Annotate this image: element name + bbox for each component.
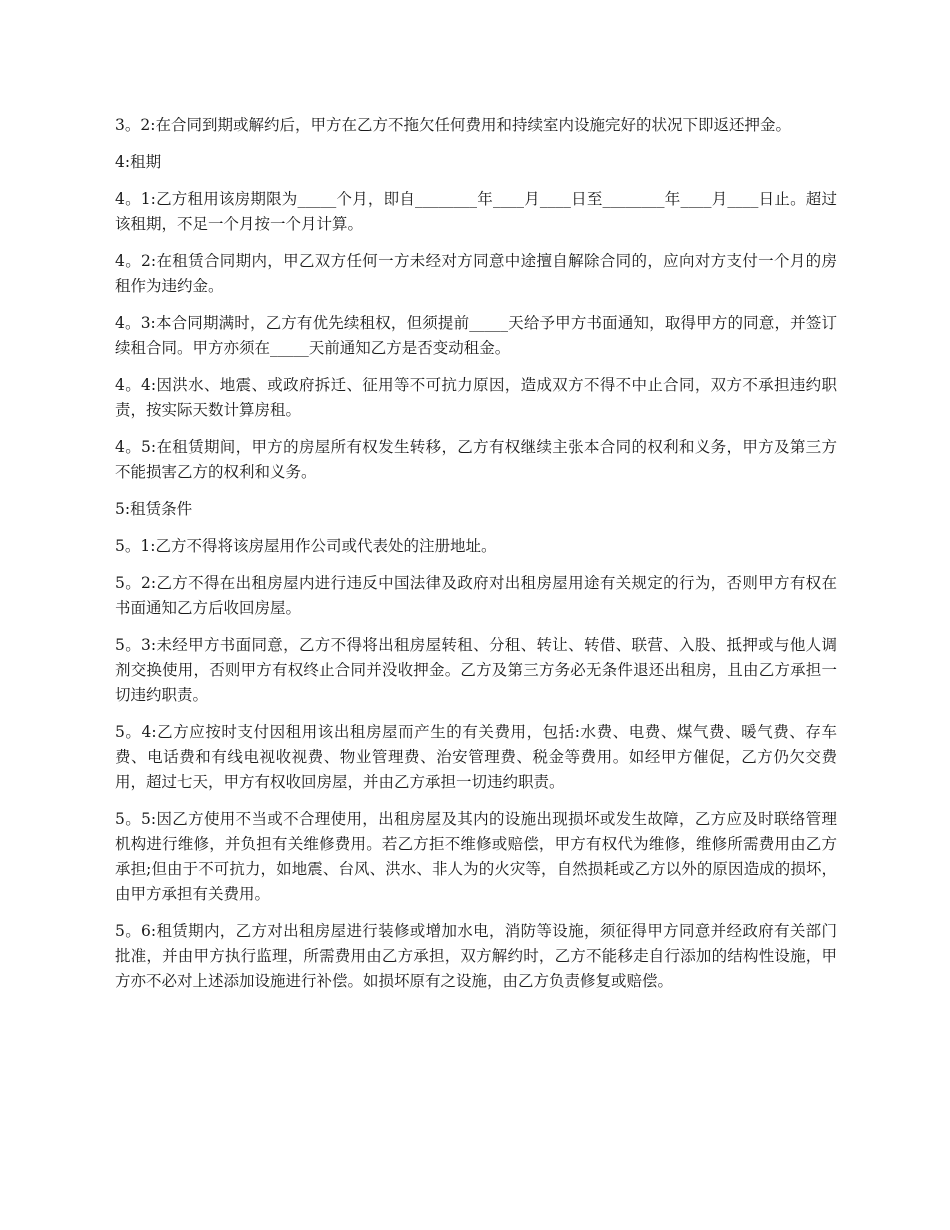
clause-5-2: 5。2:乙方不得在出租房屋内进行违反中国法律及政府对出租房屋用途有关规定的行为，否则甲方有权在书面通知乙方后收回房屋。 bbox=[115, 574, 837, 617]
clause-5-6: 5。6:租赁期内，乙方对出租房屋进行装修或增加水电，消防等设施，须征得甲方同意并经政府有关部门批准，并由甲方执行监理，所需费用由乙方承担，双方解约时，乙方不能移走自行添加的结构性设施，甲方亦不必对上述添加设施进行补偿。如损坏原有之设施，由乙方负责修复或赔偿。 bbox=[115, 922, 837, 990]
clause-5-5: 5。5:因乙方使用不当或不合理使用，出租房屋及其内的设施出现损坏或发生故障，乙方应及时联络管理机构进行维修，并负担有关维修费用。若乙方拒不维修或赔偿，甲方有权代为维修，维修所需费用由乙方承担;但由于不可抗力，如地震、台风、洪水、非人为的火灾等，自然损耗或乙方以外的原因造成的损坏，由甲方承担有关费用。 bbox=[115, 810, 837, 903]
section-heading-lease-term: 4:租期 bbox=[115, 153, 162, 171]
section-heading-lease-conditions: 5:租赁条件 bbox=[115, 500, 193, 518]
clause-5-1: 5。1:乙方不得将该房屋用作公司或代表处的注册地址。 bbox=[115, 537, 497, 555]
clause-4-1: 4。1:乙方租用该房期限为_____个月，即自________年____月____日至________年____月____日止。超过该租期，不足一个月按一个月计算。 bbox=[115, 190, 837, 233]
clause-3-2: 3。2:在合同到期或解约后，甲方在乙方不拖欠任何费用和持续室内设施完好的状况下即返还押金。 bbox=[115, 116, 791, 134]
clause-4-3: 4。3:本合同期满时，乙方有优先续租权，但须提前_____天给予甲方书面通知，取得甲方的同意，并签订续租合同。甲方亦须在_____天前通知乙方是否变动租金。 bbox=[115, 314, 837, 357]
clause-4-5: 4。5:在租赁期间，甲方的房屋所有权发生转移，乙方有权继续主张本合同的权利和义务，甲方及第三方不能损害乙方的权利和义务。 bbox=[115, 438, 837, 481]
clause-5-3: 5。3:未经甲方书面同意，乙方不得将出租房屋转租、分租、转让、转借、联营、入股、抵押或与他人调剂交换使用，否则甲方有权终止合同并没收押金。乙方及第三方务必无条件退还出租房，且由乙方承担一切违约职责。 bbox=[115, 636, 837, 704]
clause-5-4: 5。4:乙方应按时支付因租用该出租房屋而产生的有关费用，包括:水费、电费、煤气费、暖气费、存车费、电话费和有线电视收视费、物业管理费、治安管理费、税金等费用。如经甲方催促，乙方仍欠交费用，超过七天，甲方有权收回房屋，并由乙方承担一切违约职责。 bbox=[115, 723, 837, 791]
document-page bbox=[115, 113, 837, 1006]
clause-4-2: 4。2:在租赁合同期内，甲乙双方任何一方未经对方同意中途擅自解除合同的，应向对方支付一个月的房租作为违约金。 bbox=[115, 252, 837, 295]
clause-4-4: 4。4:因洪水、地震、或政府拆迁、征用等不可抗力原因，造成双方不得不中止合同，双方不承担违约职责，按实际天数计算房租。 bbox=[115, 376, 837, 419]
